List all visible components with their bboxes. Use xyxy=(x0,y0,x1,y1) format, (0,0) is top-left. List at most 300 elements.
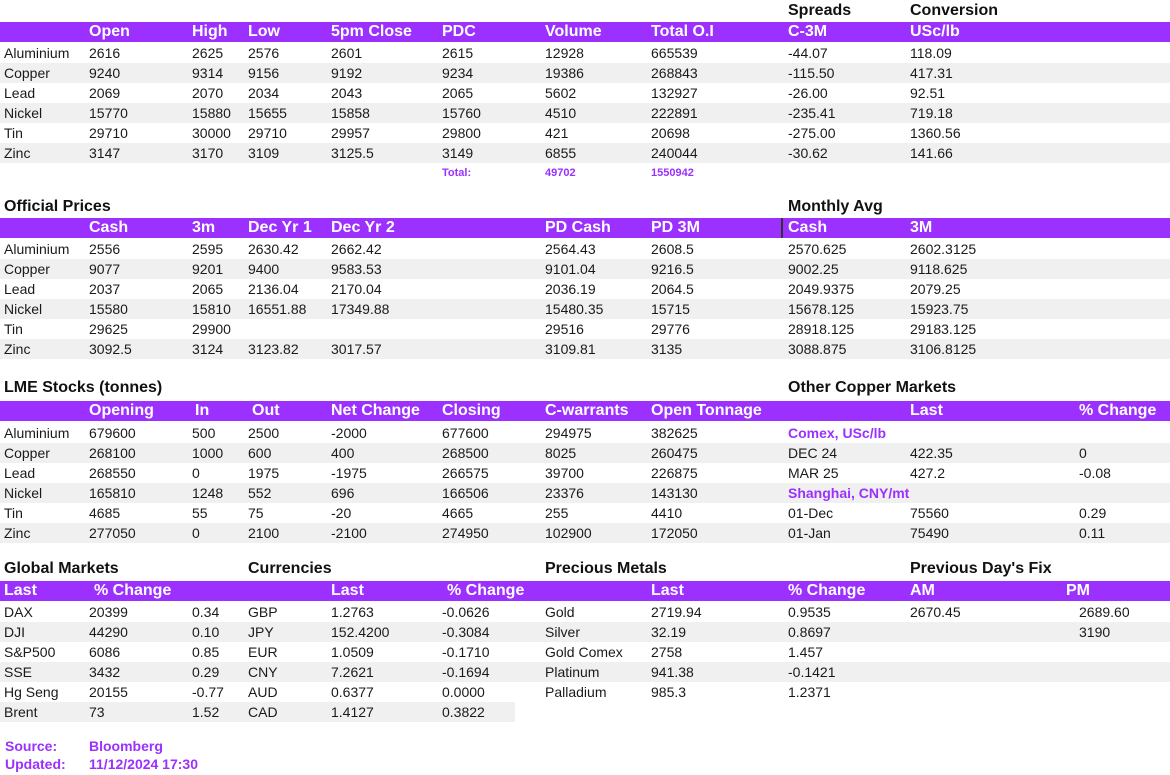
cell-cash: 2556 xyxy=(89,241,121,257)
cell-avg-cash: 9002.25 xyxy=(788,261,839,277)
spreads-conversion-title-row xyxy=(0,1,1170,21)
cell-opening: 679600 xyxy=(89,425,136,441)
col-header-copper-change: % Change xyxy=(1079,402,1157,419)
col-header-cash: Cash xyxy=(89,219,129,236)
cell-closing: 266575 xyxy=(442,465,489,481)
metal-name: Copper xyxy=(4,261,50,277)
cell-c-warrants: 255 xyxy=(545,505,569,521)
cell-avg-3m: 9118.625 xyxy=(910,261,968,277)
cell-net-change: -20 xyxy=(331,505,352,521)
col-header-c-warrants: C-warrants xyxy=(545,402,629,419)
official-title-row xyxy=(0,197,1170,217)
cell-volume: 4510 xyxy=(545,105,577,121)
cell-closing: 677600 xyxy=(442,425,489,441)
precious-metal-name: Gold xyxy=(545,604,575,620)
precious-metal-name: Silver xyxy=(545,624,581,640)
cell-out: 1975 xyxy=(248,465,280,481)
index-name: Hg Seng xyxy=(4,684,59,700)
fix-pm: 3190 xyxy=(1079,624,1111,640)
cell-c-3m: -30.62 xyxy=(788,145,828,161)
metal-name: Aluminium xyxy=(4,45,70,61)
table-row xyxy=(0,642,1170,662)
cell-in: 0 xyxy=(192,525,200,541)
cell-c-warrants: 8025 xyxy=(545,445,577,461)
cell-open: 3147 xyxy=(89,145,121,161)
cell-pdc: 3149 xyxy=(442,145,474,161)
metal-name: Lead xyxy=(4,465,36,481)
col-header-fx-change: % Change xyxy=(447,582,525,599)
cell-c-warrants: 23376 xyxy=(545,485,584,501)
currency-last: 1.4127 xyxy=(331,704,374,720)
contract-label: MAR 25 xyxy=(788,465,839,481)
cell-5pm-close: 15858 xyxy=(331,105,370,121)
column-divider xyxy=(781,218,783,238)
cell-avg-cash: 28918.125 xyxy=(788,321,855,337)
currency-last: 7.2621 xyxy=(331,664,374,680)
conversion-title: Conversion xyxy=(910,2,999,19)
cell-3m: 3124 xyxy=(192,341,224,357)
cell-avg-cash: 2049.9375 xyxy=(788,281,855,297)
cell-3m: 29900 xyxy=(192,321,231,337)
currency-change: -0.1694 xyxy=(442,664,490,680)
col-header-avg-3m: 3M xyxy=(910,219,933,236)
source-line xyxy=(0,737,400,755)
other-copper-markets-title: Other Copper Markets xyxy=(788,379,957,396)
cell-opening: 277050 xyxy=(89,525,136,541)
table-row xyxy=(0,83,1170,103)
cell-high: 30000 xyxy=(192,125,231,141)
cell-c-warrants: 102900 xyxy=(545,525,592,541)
precious-metal-last: 2758 xyxy=(651,644,683,660)
col-header-avg-cash: Cash xyxy=(788,219,828,236)
cell-high: 9314 xyxy=(192,65,224,81)
precious-metal-change: 0.9535 xyxy=(788,604,831,620)
cell-pd-3m: 9216.5 xyxy=(651,261,694,277)
global-header-row xyxy=(0,581,1170,601)
currencies-title: Currencies xyxy=(248,560,332,577)
total-open-interest: 1550942 xyxy=(651,167,694,179)
col-header-3m: 3m xyxy=(192,219,216,236)
index-last: 20399 xyxy=(89,604,128,620)
cell-in: 1248 xyxy=(192,485,224,501)
stocks-title-row xyxy=(0,378,1170,398)
cell-c-3m: -26.00 xyxy=(788,85,828,101)
cell-dec-yr2: 2170.04 xyxy=(331,281,382,297)
precious-metal-change: 1.457 xyxy=(788,644,824,660)
official-header-row xyxy=(0,218,1170,238)
index-change: -0.77 xyxy=(192,684,224,700)
cell-closing: 4665 xyxy=(442,505,474,521)
table-row xyxy=(0,682,1170,702)
metal-name: Lead xyxy=(4,281,36,297)
precious-metal-last: 985.3 xyxy=(651,684,687,700)
index-last: 6086 xyxy=(89,644,121,660)
currency-change: -0.0626 xyxy=(442,604,490,620)
index-name: DJI xyxy=(4,624,25,640)
precious-metal-name: Platinum xyxy=(545,664,600,680)
currency-last: 152.4200 xyxy=(331,624,390,640)
cell-c-warrants: 294975 xyxy=(545,425,592,441)
col-header-low: Low xyxy=(248,23,280,40)
cell-total-oi: 665539 xyxy=(651,45,698,61)
cell-avg-cash: 2570.625 xyxy=(788,241,847,257)
table-row xyxy=(0,503,1170,523)
currency-last: 0.6377 xyxy=(331,684,374,700)
cell-pdc: 15760 xyxy=(442,105,481,121)
cell-net-change: -1975 xyxy=(331,465,367,481)
col-header-open-tonnage: Open Tonnage xyxy=(651,402,762,419)
cell-pd-cash: 9101.04 xyxy=(545,261,596,277)
cell-pdc: 2615 xyxy=(442,45,474,61)
precious-metal-change: 0.8697 xyxy=(788,624,831,640)
cell-total-oi: 20698 xyxy=(651,125,690,141)
table-row xyxy=(0,463,1170,483)
metal-name: Aluminium xyxy=(4,241,70,257)
cell-5pm-close: 3125.5 xyxy=(331,145,374,161)
col-header-dec-yr1: Dec Yr 1 xyxy=(248,219,312,236)
cell-usc-lb: 417.31 xyxy=(910,65,953,81)
cell-cash: 9077 xyxy=(89,261,121,277)
spreads-title: Spreads xyxy=(788,2,852,19)
table-row xyxy=(0,423,1170,443)
cell-opening: 268550 xyxy=(89,465,136,481)
table-row xyxy=(0,123,1170,143)
table-row xyxy=(0,622,1170,642)
metal-name: Copper xyxy=(4,445,50,461)
precious-metal-name: Gold Comex xyxy=(545,644,623,660)
cell-pd-3m: 3135 xyxy=(651,341,683,357)
col-header-5pm-close: 5pm Close xyxy=(331,23,412,40)
table-row xyxy=(0,339,1170,359)
contract-change: 0.11 xyxy=(1079,525,1106,541)
currency-change: 0.0000 xyxy=(442,684,485,700)
col-header-fx-last: Last xyxy=(331,582,364,599)
contract-label: 01-Dec xyxy=(788,505,834,521)
cell-high: 2625 xyxy=(192,45,224,61)
table-row xyxy=(0,702,515,722)
col-header-out: Out xyxy=(252,402,280,419)
col-header-opening: Opening xyxy=(89,402,154,419)
cell-low: 29710 xyxy=(248,125,287,141)
cell-pd-cash: 3109.81 xyxy=(545,341,596,357)
cell-open: 9240 xyxy=(89,65,121,81)
cell-c-3m: -115.50 xyxy=(788,65,835,81)
cell-pdc: 29800 xyxy=(442,125,481,141)
cell-open-tonnage: 226875 xyxy=(651,465,698,481)
cell-open-tonnage: 143130 xyxy=(651,485,698,501)
cell-in: 55 xyxy=(192,505,208,521)
col-header-index-last: Last xyxy=(4,582,37,599)
cell-low: 15655 xyxy=(248,105,287,121)
table-row xyxy=(0,662,1170,682)
currency-code: JPY xyxy=(248,624,274,640)
cell-dec-yr1: 9400 xyxy=(248,261,280,277)
cell-c-warrants: 39700 xyxy=(545,465,584,481)
col-header-in: In xyxy=(195,402,210,419)
precious-metal-change: 1.2371 xyxy=(788,684,831,700)
currency-last: 1.2763 xyxy=(331,604,374,620)
cell-opening: 165810 xyxy=(89,485,136,501)
index-name: Brent xyxy=(4,704,38,720)
contract-label: DEC 24 xyxy=(788,445,838,461)
cell-pd-3m: 29776 xyxy=(651,321,690,337)
cell-in: 0 xyxy=(192,465,200,481)
col-header-index-change: % Change xyxy=(94,582,172,599)
cell-in: 500 xyxy=(192,425,216,441)
cell-avg-3m: 3106.8125 xyxy=(910,341,977,357)
updated-value: 11/12/2024 17:30 xyxy=(89,756,198,772)
cell-open-tonnage: 172050 xyxy=(651,525,698,541)
cell-dec-yr2: 3017.57 xyxy=(331,341,382,357)
cell-usc-lb: 92.51 xyxy=(910,85,946,101)
cell-5pm-close: 2601 xyxy=(331,45,363,61)
cell-volume: 19386 xyxy=(545,65,584,81)
index-change: 0.34 xyxy=(192,604,220,620)
contract-last: 422.35 xyxy=(910,445,953,461)
cell-avg-3m: 2079.25 xyxy=(910,281,961,297)
table-row xyxy=(0,602,1170,622)
cell-total-oi: 268843 xyxy=(651,65,698,81)
contract-change: -0.08 xyxy=(1079,465,1111,481)
currency-change: -0.1710 xyxy=(442,644,490,660)
cell-3m: 2065 xyxy=(192,281,224,297)
metal-name: Lead xyxy=(4,85,36,101)
metal-name: Tin xyxy=(4,125,23,141)
cell-out: 552 xyxy=(248,485,272,501)
cell-open-tonnage: 4410 xyxy=(651,505,683,521)
metal-name: Nickel xyxy=(4,485,43,501)
cell-total-oi: 132927 xyxy=(651,85,698,101)
cell-volume: 421 xyxy=(545,125,569,141)
cell-in: 1000 xyxy=(192,445,224,461)
cell-out: 75 xyxy=(248,505,264,521)
col-header-fix-am: AM xyxy=(910,582,935,599)
cell-c-3m: -44.07 xyxy=(788,45,828,61)
contract-last: 75560 xyxy=(910,505,949,521)
currency-change: -0.3084 xyxy=(442,624,490,640)
currency-code: EUR xyxy=(248,644,278,660)
cell-cash: 29625 xyxy=(89,321,128,337)
col-header-volume: Volume xyxy=(545,23,602,40)
cell-usc-lb: 141.66 xyxy=(910,145,953,161)
col-header-net-change: Net Change xyxy=(331,402,420,419)
cell-pd-3m: 2064.5 xyxy=(651,281,694,297)
cell-open-tonnage: 382625 xyxy=(651,425,698,441)
market-label-comex: Comex, USc/lb xyxy=(788,425,887,441)
currency-last: 1.0509 xyxy=(331,644,374,660)
cell-dec-yr1: 2136.04 xyxy=(248,281,299,297)
contract-change: 0.29 xyxy=(1079,505,1107,521)
col-header-pd-3m: PD 3M xyxy=(651,219,700,236)
col-header-metal-last: Last xyxy=(651,582,684,599)
cell-3m: 2595 xyxy=(192,241,224,257)
cell-closing: 274950 xyxy=(442,525,489,541)
cell-high: 3170 xyxy=(192,145,224,161)
cell-3m: 15810 xyxy=(192,301,231,317)
index-last: 3432 xyxy=(89,664,121,680)
currency-code: CAD xyxy=(248,704,278,720)
cell-5pm-close: 2043 xyxy=(331,85,363,101)
table-row xyxy=(0,239,1170,259)
index-last: 44290 xyxy=(89,624,128,640)
index-last: 20155 xyxy=(89,684,128,700)
totals-row xyxy=(0,163,1170,183)
global-markets-title: Global Markets xyxy=(4,560,119,577)
stocks-header-row xyxy=(0,401,1170,421)
market-label-shanghai: Shanghai, CNY/mt xyxy=(788,485,910,501)
col-header-pd-cash: PD Cash xyxy=(545,219,611,236)
index-last: 73 xyxy=(89,704,105,720)
cell-dec-yr2: 9583.53 xyxy=(331,261,382,277)
cell-pd-cash: 2564.43 xyxy=(545,241,596,257)
cell-5pm-close: 9192 xyxy=(331,65,363,81)
cell-volume: 12928 xyxy=(545,45,584,61)
source-label: Source: xyxy=(5,738,58,754)
cell-net-change: -2000 xyxy=(331,425,367,441)
col-header-total-oi: Total O.I xyxy=(651,23,714,40)
index-name: DAX xyxy=(4,604,33,620)
cell-total-oi: 240044 xyxy=(651,145,698,161)
table-row xyxy=(0,443,1170,463)
cell-open: 2069 xyxy=(89,85,121,101)
cell-high: 15880 xyxy=(192,105,231,121)
table-row xyxy=(0,143,1170,163)
updated-line xyxy=(0,755,400,773)
cell-dec-yr1: 3123.82 xyxy=(248,341,299,357)
cell-avg-cash: 15678.125 xyxy=(788,301,855,317)
table-row xyxy=(0,299,1170,319)
cell-avg-cash: 3088.875 xyxy=(788,341,847,357)
cell-dec-yr1: 16551.88 xyxy=(248,301,307,317)
col-header-dec-yr2: Dec Yr 2 xyxy=(331,219,395,236)
cell-volume: 6855 xyxy=(545,145,577,161)
total-label: Total: xyxy=(442,167,472,179)
metal-name: Copper xyxy=(4,65,50,81)
currency-code: GBP xyxy=(248,604,278,620)
lme-stocks-title: LME Stocks (tonnes) xyxy=(4,379,163,396)
metal-name: Nickel xyxy=(4,105,43,121)
cell-pd-3m: 15715 xyxy=(651,301,690,317)
cell-closing: 268500 xyxy=(442,445,489,461)
cell-high: 2070 xyxy=(192,85,224,101)
fix-am: 2670.45 xyxy=(910,604,961,620)
precious-metal-last: 941.38 xyxy=(651,664,694,680)
updated-label: Updated: xyxy=(5,756,66,772)
cell-pd-cash: 2036.19 xyxy=(545,281,596,297)
fix-pm: 2689.60 xyxy=(1079,604,1130,620)
monthly-avg-title: Monthly Avg xyxy=(788,198,883,215)
cell-c-3m: -235.41 xyxy=(788,105,836,121)
cell-cash: 3092.5 xyxy=(89,341,132,357)
cell-open: 2616 xyxy=(89,45,121,61)
currency-code: AUD xyxy=(248,684,278,700)
contract-last: 75490 xyxy=(910,525,949,541)
cell-out: 600 xyxy=(248,445,272,461)
cell-out: 2100 xyxy=(248,525,280,541)
official-prices-title: Official Prices xyxy=(4,198,111,215)
table-row xyxy=(0,279,1170,299)
cell-cash: 2037 xyxy=(89,281,121,297)
table-row xyxy=(0,523,1170,543)
contract-change: 0 xyxy=(1079,445,1087,461)
col-header-high: High xyxy=(192,23,228,40)
metal-name: Zinc xyxy=(4,341,31,357)
contract-last: 427.2 xyxy=(910,465,946,481)
cell-3m: 9201 xyxy=(192,261,224,277)
cell-avg-3m: 15923.75 xyxy=(910,301,969,317)
cell-open: 15770 xyxy=(89,105,128,121)
col-header-open: Open xyxy=(89,23,130,40)
cell-out: 2500 xyxy=(248,425,280,441)
metal-name: Aluminium xyxy=(4,425,70,441)
contract-label: 01-Jan xyxy=(788,525,831,541)
table-row xyxy=(0,259,1170,279)
cell-net-change: 696 xyxy=(331,485,355,501)
cell-pd-cash: 29516 xyxy=(545,321,584,337)
col-header-pdc: PDC xyxy=(442,23,476,40)
cell-pd-cash: 15480.35 xyxy=(545,301,604,317)
cell-dec-yr1: 2630.42 xyxy=(248,241,299,257)
base-header-row xyxy=(0,22,1170,42)
cell-total-oi: 222891 xyxy=(651,105,698,121)
precious-metals-title: Precious Metals xyxy=(545,560,667,577)
cell-usc-lb: 719.18 xyxy=(910,105,953,121)
table-row xyxy=(0,43,1170,63)
previous-day-fix-title: Previous Day's Fix xyxy=(910,560,1052,577)
cell-cash: 15580 xyxy=(89,301,128,317)
index-change: 0.29 xyxy=(192,664,220,680)
currency-code: CNY xyxy=(248,664,278,680)
table-row xyxy=(0,103,1170,123)
cell-net-change: 400 xyxy=(331,445,355,461)
metal-name: Tin xyxy=(4,321,23,337)
cell-dec-yr2: 17349.88 xyxy=(331,301,390,317)
cell-usc-lb: 118.09 xyxy=(910,45,952,61)
col-header-metal-change: % Change xyxy=(788,582,866,599)
table-row xyxy=(0,319,1170,339)
cell-low: 2576 xyxy=(248,45,280,61)
index-name: SSE xyxy=(4,664,33,680)
cell-volume: 5602 xyxy=(545,85,577,101)
cell-pd-3m: 2608.5 xyxy=(651,241,694,257)
cell-low: 9156 xyxy=(248,65,280,81)
cell-usc-lb: 1360.56 xyxy=(910,125,961,141)
table-row xyxy=(0,483,1170,503)
cell-opening: 268100 xyxy=(89,445,136,461)
cell-c-3m: -275.00 xyxy=(788,125,836,141)
cell-open: 29710 xyxy=(89,125,128,141)
index-change: 0.85 xyxy=(192,644,220,660)
cell-avg-3m: 29183.125 xyxy=(910,321,977,337)
cell-open-tonnage: 260475 xyxy=(651,445,698,461)
table-row xyxy=(0,63,1170,83)
cell-low: 3109 xyxy=(248,145,280,161)
col-header-fix-pm: PM xyxy=(1066,582,1090,599)
source-value: Bloomberg xyxy=(89,738,163,754)
precious-metal-name: Palladium xyxy=(545,684,607,700)
index-change: 1.52 xyxy=(192,704,220,720)
cell-net-change: -2100 xyxy=(331,525,367,541)
metal-name: Tin xyxy=(4,505,23,521)
cell-pdc: 9234 xyxy=(442,65,474,81)
cell-avg-3m: 2602.3125 xyxy=(910,241,977,257)
precious-metal-last: 32.19 xyxy=(651,624,687,640)
col-header-closing: Closing xyxy=(442,402,501,419)
index-name: S&P500 xyxy=(4,644,56,660)
col-header-usc-lb: USc/lb xyxy=(910,23,960,40)
precious-metal-last: 2719.94 xyxy=(651,604,702,620)
metal-name: Zinc xyxy=(4,525,31,541)
